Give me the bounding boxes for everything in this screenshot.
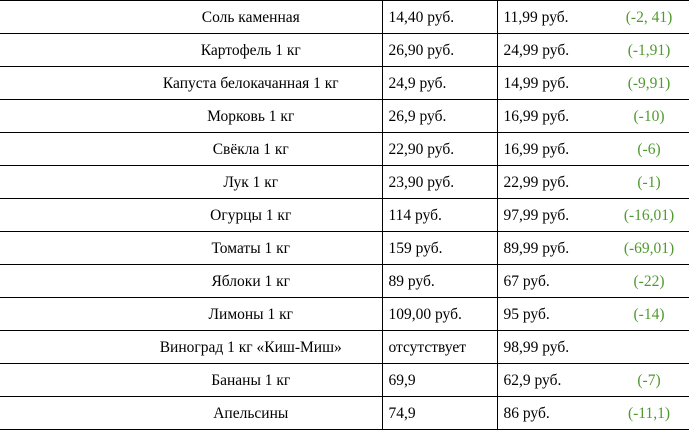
new-price-cell: 97,99 руб. bbox=[497, 199, 609, 232]
price-difference-cell: (-9,91) bbox=[609, 67, 689, 100]
row-left-spacer bbox=[0, 232, 120, 265]
old-price-cell: 23,90 руб. bbox=[382, 166, 497, 199]
row-left-spacer bbox=[0, 265, 120, 298]
price-difference-cell: (-22) bbox=[609, 265, 689, 298]
price-difference-cell: (-1) bbox=[609, 166, 689, 199]
product-name-cell: Яблоки 1 кг bbox=[120, 265, 382, 298]
table-row bbox=[0, 232, 689, 265]
row-left-spacer bbox=[0, 133, 120, 166]
row-left-spacer bbox=[0, 298, 120, 331]
row-left-spacer bbox=[0, 199, 120, 232]
product-name-cell: Лук 1 кг bbox=[120, 166, 382, 199]
price-difference-cell: (-10) bbox=[609, 100, 689, 133]
price-difference-cell: (-7) bbox=[609, 364, 689, 397]
row-left-spacer bbox=[0, 166, 120, 199]
price-difference-cell bbox=[609, 331, 689, 364]
new-price-cell: 98,99 руб. bbox=[497, 331, 609, 364]
table-row bbox=[0, 1, 689, 34]
table-row bbox=[0, 100, 689, 133]
old-price-cell: 159 руб. bbox=[382, 232, 497, 265]
row-left-spacer bbox=[0, 67, 120, 100]
row-left-spacer bbox=[0, 1, 120, 34]
old-price-cell: 26,90 руб. bbox=[382, 34, 497, 67]
old-price-cell: 89 руб. bbox=[382, 265, 497, 298]
row-left-spacer bbox=[0, 100, 120, 133]
table-row bbox=[0, 34, 689, 67]
old-price-cell: 69,9 bbox=[382, 364, 497, 397]
table-row bbox=[0, 298, 689, 331]
old-price-cell: 22,90 руб. bbox=[382, 133, 497, 166]
product-name-cell: Виноград 1 кг «Киш-Миш» bbox=[120, 331, 382, 364]
table-row bbox=[0, 67, 689, 100]
product-name-cell: Лимоны 1 кг bbox=[120, 298, 382, 331]
price-difference-cell: (-11,1) bbox=[609, 397, 689, 430]
new-price-cell: 11,99 руб. bbox=[497, 1, 609, 34]
new-price-cell: 86 руб. bbox=[497, 397, 609, 430]
new-price-cell: 62,9 руб. bbox=[497, 364, 609, 397]
new-price-cell: 89,99 руб. bbox=[497, 232, 609, 265]
price-difference-cell: (-14) bbox=[609, 298, 689, 331]
price-difference-cell: (-6) bbox=[609, 133, 689, 166]
old-price-cell: 114 руб. bbox=[382, 199, 497, 232]
old-price-cell: отсутствует bbox=[382, 331, 497, 364]
product-name-cell: Соль каменная bbox=[120, 1, 382, 34]
table-row bbox=[0, 331, 689, 364]
old-price-cell: 24,9 руб. bbox=[382, 67, 497, 100]
product-name-cell: Свёкла 1 кг bbox=[120, 133, 382, 166]
product-name-cell: Морковь 1 кг bbox=[120, 100, 382, 133]
price-difference-cell: (-1,91) bbox=[609, 34, 689, 67]
old-price-cell: 26,9 руб. bbox=[382, 100, 497, 133]
price-difference-cell: (-69,01) bbox=[609, 232, 689, 265]
table-body bbox=[0, 1, 689, 430]
table-row bbox=[0, 166, 689, 199]
product-name-cell: Апельсины bbox=[120, 397, 382, 430]
new-price-cell: 67 руб. bbox=[497, 265, 609, 298]
new-price-cell: 16,99 руб. bbox=[497, 100, 609, 133]
new-price-cell: 22,99 руб. bbox=[497, 166, 609, 199]
row-left-spacer bbox=[0, 364, 120, 397]
price-difference-cell: (-16,01) bbox=[609, 199, 689, 232]
product-name-cell: Картофель 1 кг bbox=[120, 34, 382, 67]
table-row bbox=[0, 397, 689, 430]
new-price-cell: 14,99 руб. bbox=[497, 67, 609, 100]
new-price-cell: 24,99 руб. bbox=[497, 34, 609, 67]
old-price-cell: 74,9 bbox=[382, 397, 497, 430]
new-price-cell: 16,99 руб. bbox=[497, 133, 609, 166]
row-left-spacer bbox=[0, 34, 120, 67]
table-row bbox=[0, 364, 689, 397]
product-name-cell: Капуста белокачанная 1 кг bbox=[120, 67, 382, 100]
old-price-cell: 109,00 руб. bbox=[382, 298, 497, 331]
product-name-cell: Огурцы 1 кг bbox=[120, 199, 382, 232]
row-left-spacer bbox=[0, 397, 120, 430]
product-name-cell: Томаты 1 кг bbox=[120, 232, 382, 265]
table-row bbox=[0, 265, 689, 298]
new-price-cell: 95 руб. bbox=[497, 298, 609, 331]
table-row bbox=[0, 133, 689, 166]
row-left-spacer bbox=[0, 331, 120, 364]
product-name-cell: Бананы 1 кг bbox=[120, 364, 382, 397]
old-price-cell: 14,40 руб. bbox=[382, 1, 497, 34]
price-difference-cell: (-2, 41) bbox=[609, 1, 689, 34]
table-row bbox=[0, 199, 689, 232]
